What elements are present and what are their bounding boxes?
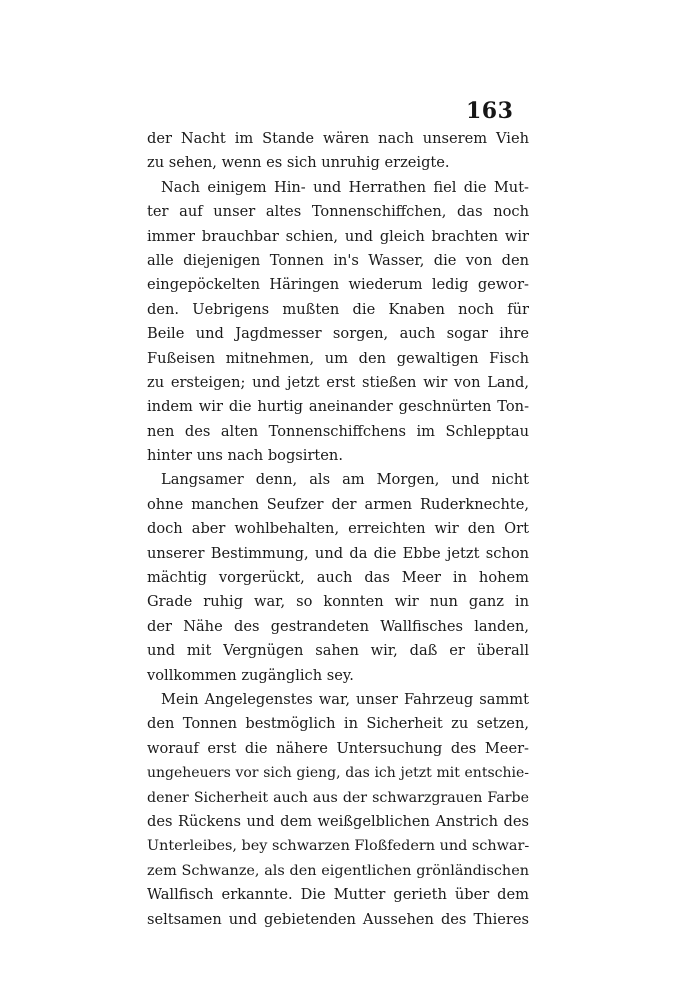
text-line: und mit Vergnügen sahen wir, daß er überall [147, 642, 529, 660]
text-line: doch aber wohlbehalten, erreichten wir den Ort [147, 520, 529, 538]
text-line: den. Uebrigens mußten die Knaben noch für [147, 300, 529, 318]
text-line: Mein Angelegenstes war, unser Fahrzeug sammt [161, 690, 529, 708]
text-line: Fußeisen mitnehmen, um den gewaltigen Fisch [147, 349, 529, 367]
text-line: Beile und Jagdmesser sorgen, auch sogar ihre [147, 325, 529, 343]
text-line: des Rückens und dem weißgelblichen Anstrich des [147, 812, 529, 830]
text-line: ter auf unser altes Tonnenschiffchen, das noch [147, 203, 529, 221]
text-line: den Tonnen bestmöglich in Sicherheit zu setzen, [147, 715, 529, 733]
text-line: Grade ruhig war, so konnten wir nun ganz in [147, 593, 529, 611]
text-line: zem Schwanze, als den eigentlichen grönländischen [147, 862, 529, 879]
text-line: indem wir die hurtig aneinander geschnürten Ton- [147, 398, 529, 416]
page-number: 163 [466, 98, 514, 124]
text-line: mächtig vorgerückt, auch das Meer in hohem [147, 569, 529, 587]
text-line: immer brauchbar schien, und gleich brachten wir [147, 227, 529, 245]
text-line: eingepöckelten Häringen wiederum ledig gewor- [147, 276, 529, 294]
text-line: unserer Bestimmung, und da die Ebbe jetzt schon [147, 544, 529, 562]
text-line: hinter uns nach bogsirten. [147, 447, 343, 465]
text-line: alle diejenigen Tonnen in's Wasser, die von den [147, 251, 529, 269]
text-line: vollkommen zugänglich sey. [147, 666, 354, 684]
text-line: zu ersteigen; und jetzt erst stießen wir von Land, [147, 373, 529, 391]
text-line: seltsamen und gebietenden Aussehen des Thieres [147, 910, 529, 928]
text-line: zu sehen, wenn es sich unruhig erzeigte. [147, 154, 450, 172]
text-line: Wallfisch erkannte. Die Mutter gerieth über dem [147, 886, 529, 904]
text-line: Unterleibes, bey schwarzen Floßfedern und schwar- [147, 838, 530, 855]
text-line: dener Sicherheit auch aus der schwarzgrauen Farbe [147, 789, 529, 806]
text-line: worauf erst die nähere Untersuchung des Meer- [147, 739, 529, 757]
text-line: ohne manchen Seufzer der armen Ruderknechte, [147, 495, 529, 513]
text-line: ungeheuers vor sich gieng, das ich jetzt mit entschie- [147, 765, 529, 782]
body-text [147, 127, 529, 932]
text-line: nen des alten Tonnenschiffchens im Schlepptau [147, 422, 529, 440]
text-line: Langsamer denn, als am Morgen, und nicht [161, 471, 529, 489]
text-line: der Nähe des gestrandeten Wallfisches landen, [147, 617, 529, 635]
text-line: Nach einigem Hin- und Herrathen fiel die Mut- [161, 178, 529, 196]
text-line: der Nacht im Stande wären nach unserem Vieh [147, 130, 529, 147]
